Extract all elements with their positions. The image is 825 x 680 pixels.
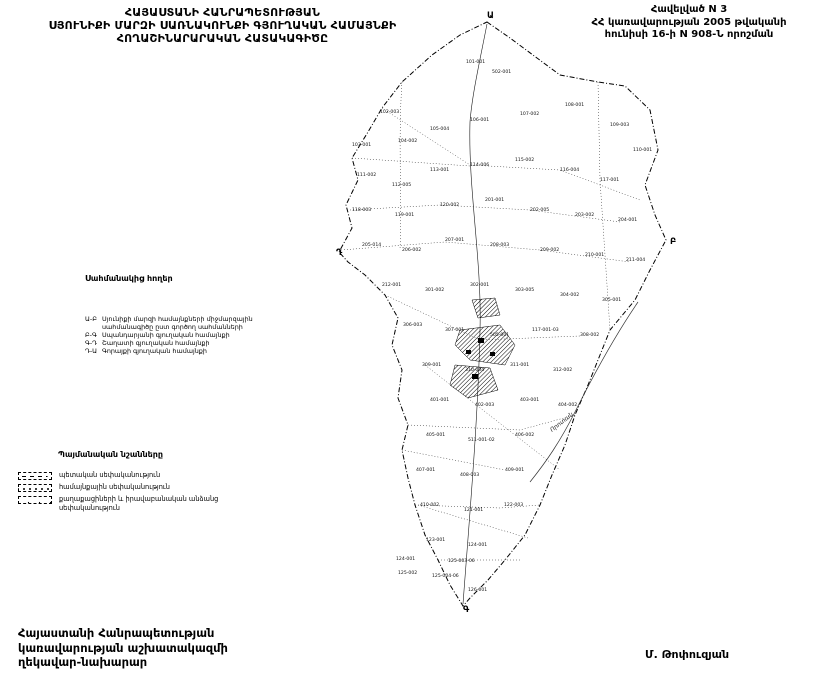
annex-line-1: Հավելված N 3: [650, 4, 728, 15]
parcel-label: 304-002: [560, 293, 580, 298]
corner-marker: Ա: [487, 11, 494, 21]
parcel-label: 109-003: [610, 123, 630, 128]
parcel-line: [341, 242, 630, 262]
parcel-label: 308-002: [580, 333, 600, 338]
dots-ownership-swatch-icon: [18, 484, 52, 492]
parcel-label: 123-001: [426, 538, 446, 543]
title-line-1: ՀԱՅԱՍՏԱՆԻ ՀԱՆՐԱՊԵՏՈՒԹՅԱՆ: [124, 6, 321, 19]
parcel-label: 102-003: [380, 110, 400, 115]
dash-ownership-swatch-icon: [18, 472, 52, 480]
parcel-label: 110-001: [633, 148, 653, 153]
adjacent-legend-item: [85, 331, 335, 339]
issuing-agency: [18, 626, 228, 670]
boundary-segment-code: Գ-Դ: [85, 339, 97, 347]
parcel-label: 115-002: [515, 158, 535, 163]
parcel-label: 407-001: [416, 468, 436, 473]
building-block: [472, 374, 478, 379]
conventional-legend-item: [18, 483, 288, 492]
adjacent-legend-item: [85, 339, 335, 347]
title-line-2: ՍՅՈՒՆԻՔԻ ՄԱՐԶԻ ՍԱՌՆԱԿՈՒՆՔԻ ԳՅՈՒՂԱԿԱՆ ՀԱՄԱՅՆՔԻ: [48, 19, 397, 32]
parcel-label: 312-002: [553, 368, 573, 373]
parcel-line: [598, 82, 610, 330]
parcel-label: 212-001: [382, 283, 402, 288]
sparse-ownership-swatch-icon: [18, 496, 52, 504]
parcel-label: 125-004-06: [432, 574, 459, 579]
parcel-label: 112-005: [392, 183, 412, 188]
parcel-label: 408-003: [460, 473, 480, 478]
parcel-label: 210-001: [585, 253, 605, 258]
parcel-label: 306-003: [403, 323, 423, 328]
conventional-legend-heading: Պայմանական նշանները: [58, 450, 164, 459]
conventional-legend-item: [18, 495, 288, 512]
parcel-label: 209-002: [540, 248, 560, 253]
parcel-label: 410-002: [420, 503, 440, 508]
building-block: [478, 338, 484, 343]
parcel-line: [400, 82, 402, 250]
parcel-label: 311-001: [510, 363, 530, 368]
parcel-label: 505-001: [490, 333, 510, 338]
agency-line-2: կառավարության աշխատակազմի: [18, 640, 228, 655]
parcel-label: 103-001: [352, 143, 372, 148]
adjacent-legend-item: [85, 315, 335, 323]
parcel-label: 402-003: [475, 403, 495, 408]
parcel-label: 113-001: [430, 168, 450, 173]
parcel-label: 403-001: [520, 398, 540, 403]
parcel-label: 406-002: [515, 433, 535, 438]
parcel-label: 404-002: [558, 403, 578, 408]
parcel-labels-layer: [352, 59, 652, 593]
parcel-label: 301-002: [425, 288, 445, 293]
parcel-label: 511-001-02: [468, 438, 495, 443]
adjacent-legend-text: սահմանագիծը ըստ գործող սահմանների: [102, 323, 243, 331]
agency-line-1: Հայաստանի Հանրապետության: [18, 626, 215, 640]
parcel-label: 124-001: [468, 543, 488, 548]
corner-marker: Բ: [670, 237, 677, 247]
parcel-label: 118-003: [352, 208, 372, 213]
parcel-label: 310-004: [465, 368, 485, 373]
conventional-signs-legend: [18, 450, 288, 515]
parcel-label: 117-001: [600, 178, 620, 183]
parcel-label: 104-002: [398, 139, 418, 144]
adjacent-legend-text: Շաղատի գյուղական համայնքի: [102, 339, 210, 347]
parcel-label: 307-001: [445, 328, 465, 333]
adjacent-legend-text: Գորայքի գյուղական համայնքի: [102, 347, 207, 355]
corner-marker: Դ: [336, 248, 343, 258]
parcel-label: 106-001: [470, 118, 490, 123]
parcel-label: 401-001: [430, 398, 450, 403]
parcel-label: 105-004: [430, 127, 450, 132]
parcel-line: [402, 450, 505, 470]
signatory-name: Մ. Թոփուզյան: [645, 648, 730, 661]
parcel-label: 309-001: [422, 363, 442, 368]
parcel-label: 203-002: [575, 213, 595, 218]
parcel-label: 211-004: [626, 258, 646, 263]
parcel-label: 124-001: [396, 557, 416, 562]
agency-line-3: ղեկավար-նախարար: [18, 655, 148, 669]
parcel-label: 205-014: [362, 243, 382, 248]
parcel-label: 305-001: [602, 298, 622, 303]
conventional-legend-rows: [18, 471, 288, 512]
boundary-segment-code: Ա-Բ: [85, 315, 97, 323]
ownership-type-label: համայնքային սեփականություն: [59, 483, 170, 491]
title-line-3: ՀՈՂԱՇԻՆԱՐԱՐԱԿԱՆ ՀԱՏԱԿԱԳԻԾԸ: [116, 32, 329, 45]
building-block: [490, 352, 495, 356]
parcel-label: 126-001: [468, 588, 488, 593]
parcel-label: 405-001: [426, 433, 446, 438]
parcel-label: 409-001: [505, 468, 525, 473]
conventional-legend-item: [18, 471, 288, 480]
parcel-line: [352, 158, 470, 166]
parcel-label: 202-005: [530, 208, 550, 213]
parcel-label: 125-002: [398, 571, 418, 576]
parcel-label: 111-002: [357, 173, 377, 178]
river-label: Որոտան: [548, 411, 575, 434]
ownership-type-label: քաղաքացիների և իրավաբանական անձանց սեփականություն: [59, 495, 219, 512]
parcel-label: 116-004: [560, 168, 580, 173]
parcel-label: 201-001: [485, 198, 505, 203]
parcel-label: 204-001: [618, 218, 638, 223]
settlement-area: [472, 298, 500, 318]
adjacent-lands-legend: [85, 274, 335, 355]
parcel-label: 119-001: [395, 213, 415, 218]
map-canvas: [320, 5, 810, 635]
parcel-label: 502-001: [492, 70, 512, 75]
parcel-label: 108-001: [565, 103, 585, 108]
parcel-label: 125-003-06: [448, 559, 475, 564]
parcel-label: 107-002: [520, 112, 540, 117]
parcel-label: 120-002: [440, 203, 460, 208]
building-block: [466, 350, 471, 354]
parcel-label: 303-005: [515, 288, 535, 293]
boundary-segment-code: Դ-Ա: [85, 347, 98, 355]
annex-line-3: հունիսի 16-ի N 908-Ն որոշման: [604, 29, 774, 40]
adjacent-legend-heading: Սահմանակից հողեր: [85, 274, 173, 283]
boundary-segment-code: Բ-Գ: [85, 331, 97, 339]
map-svg: [320, 5, 810, 635]
parcel-label: 114-006: [470, 163, 490, 168]
adjacent-legend-list: [85, 315, 335, 355]
parcel-label: 101-001: [466, 60, 486, 65]
parcel-label: 206-002: [402, 248, 422, 253]
corner-marker: Գ: [463, 605, 470, 615]
parcel-label: 207-001: [445, 238, 465, 243]
parcel-label: 302-001: [470, 283, 490, 288]
parcel-label: 117-001-03: [532, 328, 559, 333]
parcel-line: [382, 108, 640, 200]
adjacent-legend-text: Սյունիքի մարզի համայնքների միջմարզային: [102, 315, 253, 323]
parcel-label: 208-003: [490, 243, 510, 248]
parcel-label: 121-001: [464, 508, 484, 513]
ownership-type-label: պետական սեփականություն: [59, 471, 161, 479]
parcel-label: 122-003: [504, 503, 524, 508]
adjacent-legend-item: [85, 347, 335, 355]
adjacent-legend-item: [85, 323, 335, 331]
adjacent-legend-text: Սպանդարյանի գյուղական համայնքի: [102, 331, 230, 339]
annex-line-2: ՀՀ կառավարության 2005 թվականի: [591, 16, 787, 28]
